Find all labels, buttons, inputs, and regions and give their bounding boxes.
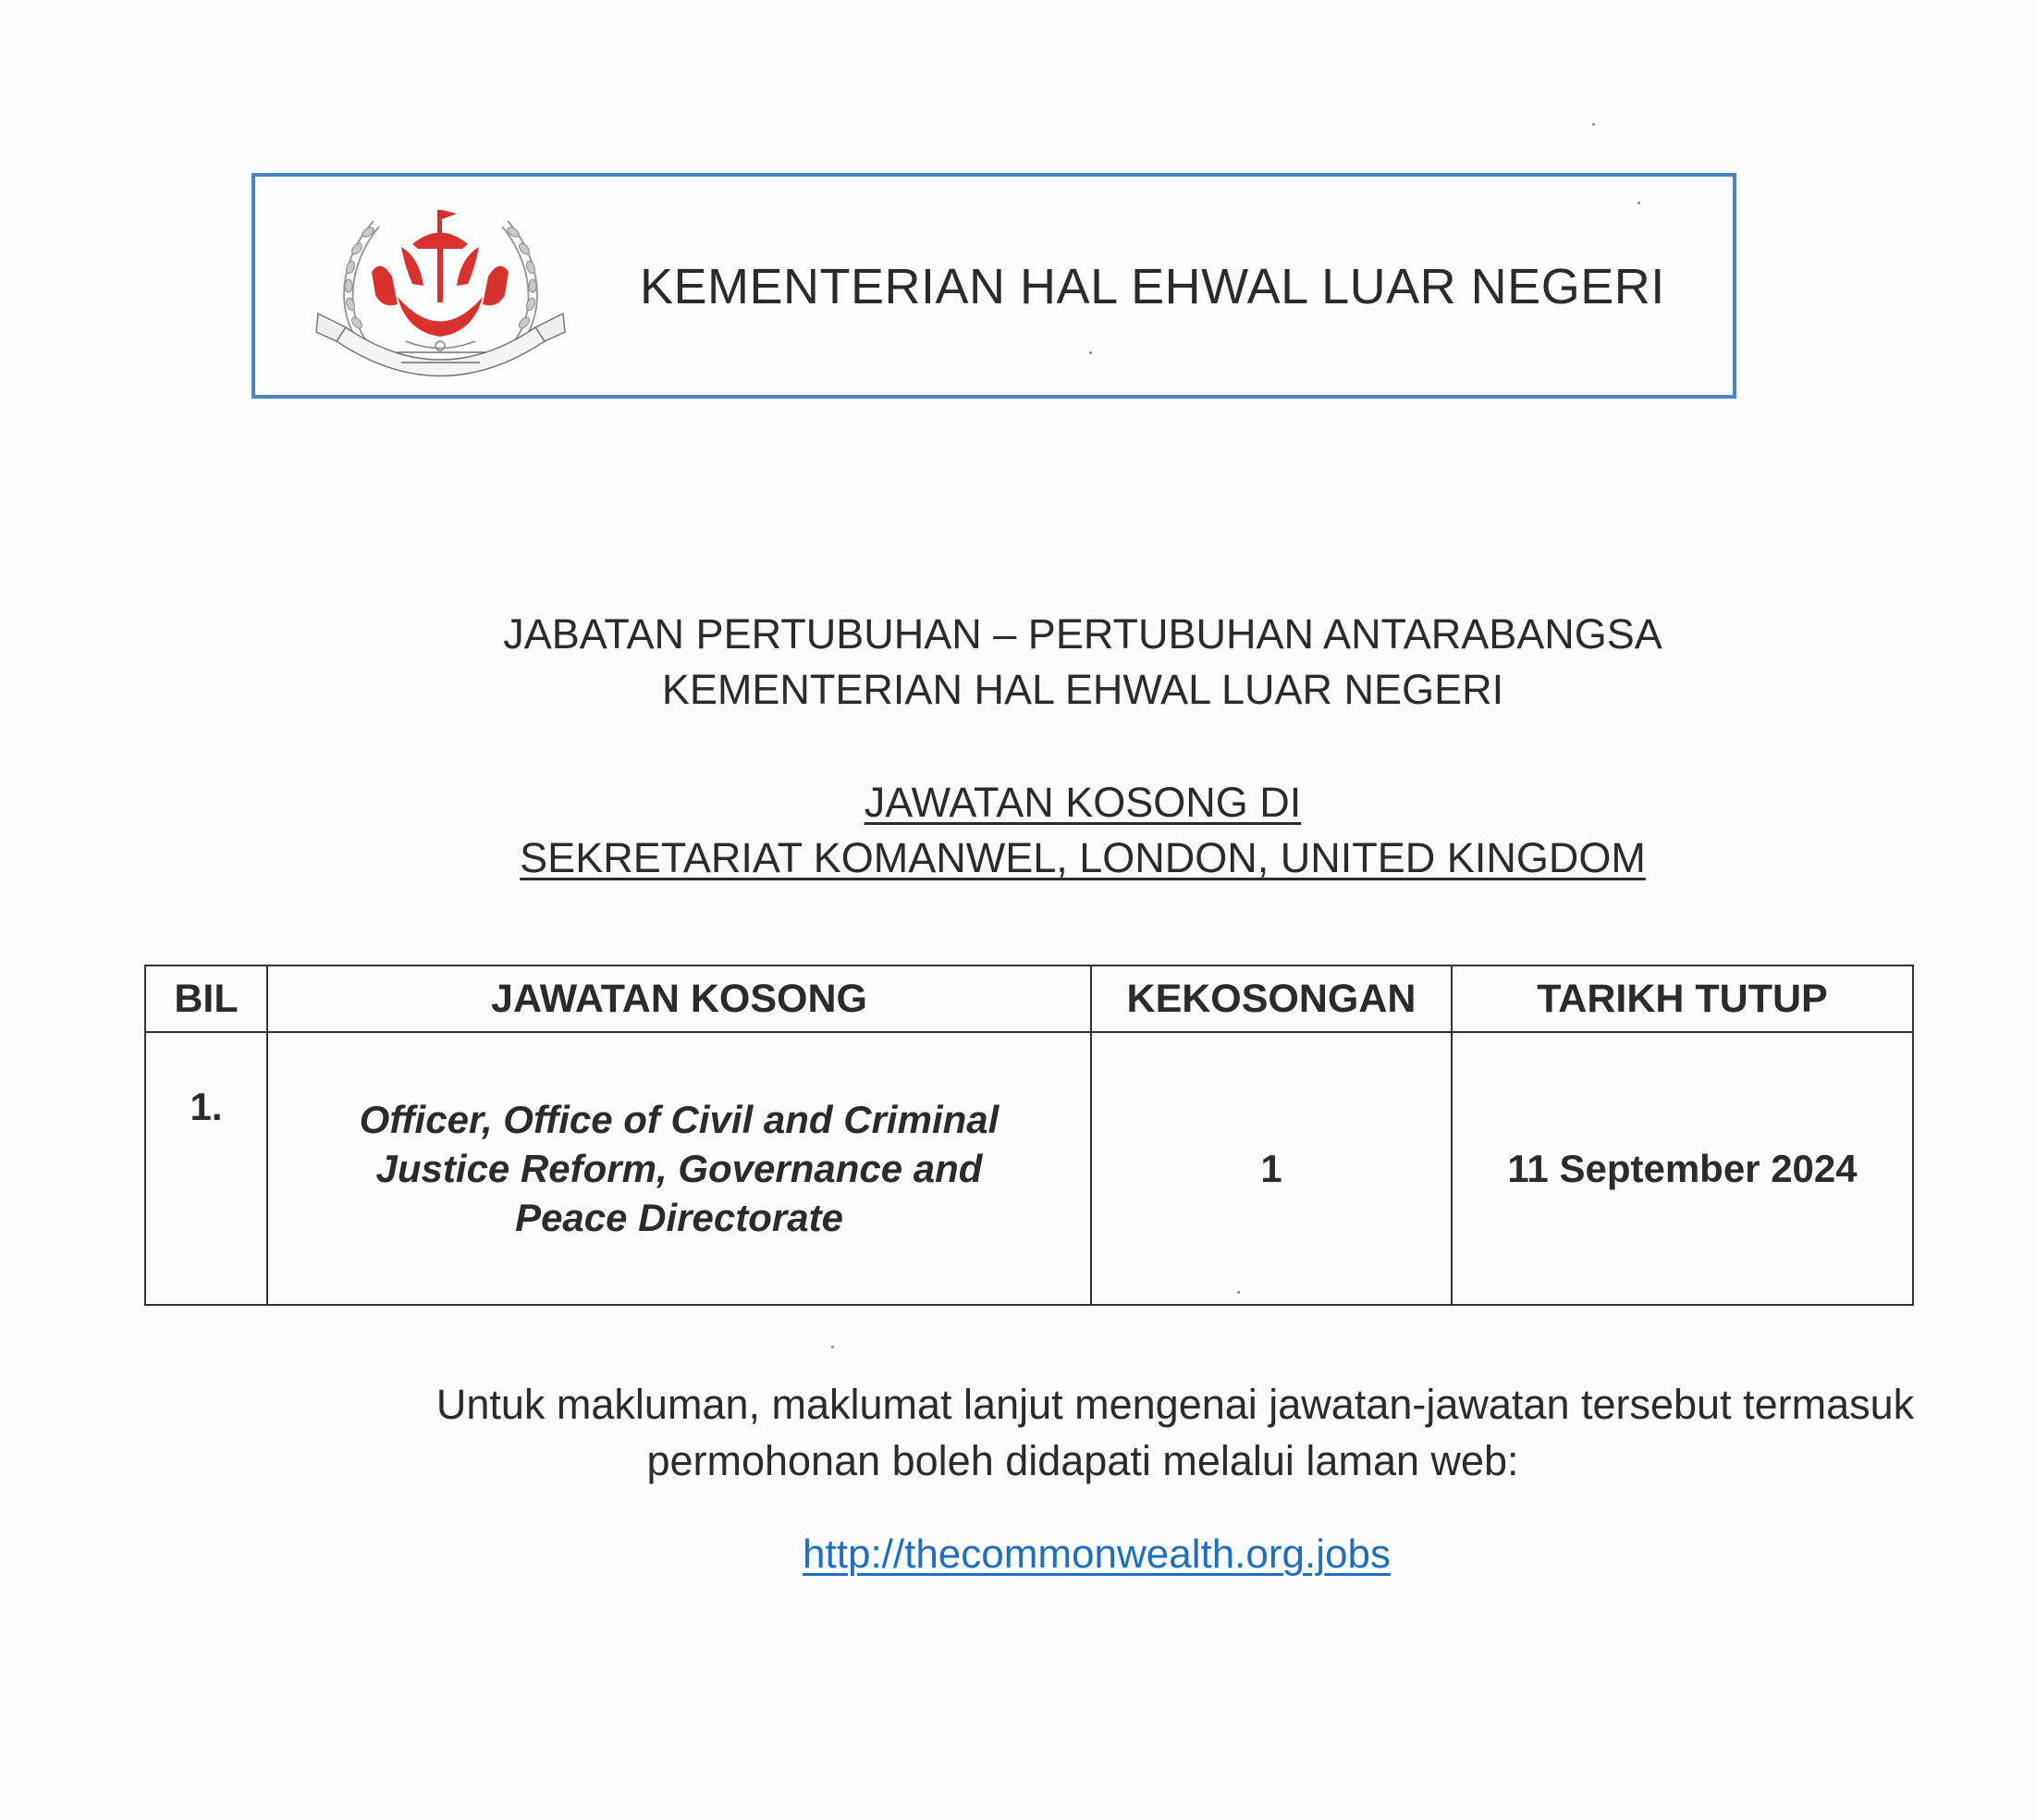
position-line: Justice Reform, Governance and — [375, 1147, 983, 1190]
position-line: Peace Directorate — [515, 1196, 843, 1239]
column-header-closing-date: TARIKH TUTUP — [1452, 965, 1913, 1032]
column-header-vacancies: KEKOSONGAN — [1091, 965, 1452, 1032]
vacancy-table — [144, 965, 1914, 1306]
info-note-line1: Untuk makluman, maklumat lanjut mengenai jawatan-jawatan tersebut termasuk — [435, 1381, 1915, 1428]
row-bil: 1. — [145, 1032, 267, 1305]
column-header-bil: BIL — [145, 965, 267, 1032]
row-closing-date: 11 September 2024 — [1452, 1032, 1913, 1305]
row-position — [267, 1032, 1091, 1305]
position-line: Officer, Office of Civil and Criminal — [359, 1098, 1000, 1141]
vacancy-heading-line1-text: JAWATAN KOSONG DI — [864, 779, 1302, 826]
row-vacancies: 1 — [1091, 1032, 1452, 1305]
table-header-row — [145, 965, 1913, 1032]
info-note-line2: permohonan boleh didapati melalui laman web: — [646, 1437, 1519, 1484]
vacancy-heading-line1 — [65, 779, 2036, 827]
column-header-position: JAWATAN KOSONG — [267, 965, 1091, 1032]
scan-speck — [1637, 202, 1640, 204]
scan-speck — [1237, 1291, 1240, 1294]
brunei-state-crest-icon — [309, 193, 572, 387]
department-name: JABATAN PERTUBUHAN – PERTUBUHAN ANTARABANGSA — [503, 610, 1662, 658]
vacancy-heading-line2 — [65, 834, 2036, 882]
ministry-title: KEMENTERIAN HAL EHWAL LUAR NEGERI — [640, 259, 1665, 314]
scan-speck — [1592, 123, 1595, 126]
scan-speck — [831, 1346, 834, 1348]
ministry-name: KEMENTERIAN HAL EHWAL LUAR NEGERI — [661, 666, 1504, 713]
letterhead-box — [251, 173, 1736, 399]
scan-speck — [1089, 351, 1092, 354]
vacancy-heading-line2-text: SEKRETARIAT KOMANWEL, LONDON, UNITED KINGDOM — [520, 834, 1646, 881]
table-row — [145, 1032, 1913, 1305]
commonwealth-jobs-link[interactable]: http://thecommonwealth.org.jobs — [803, 1531, 1391, 1577]
